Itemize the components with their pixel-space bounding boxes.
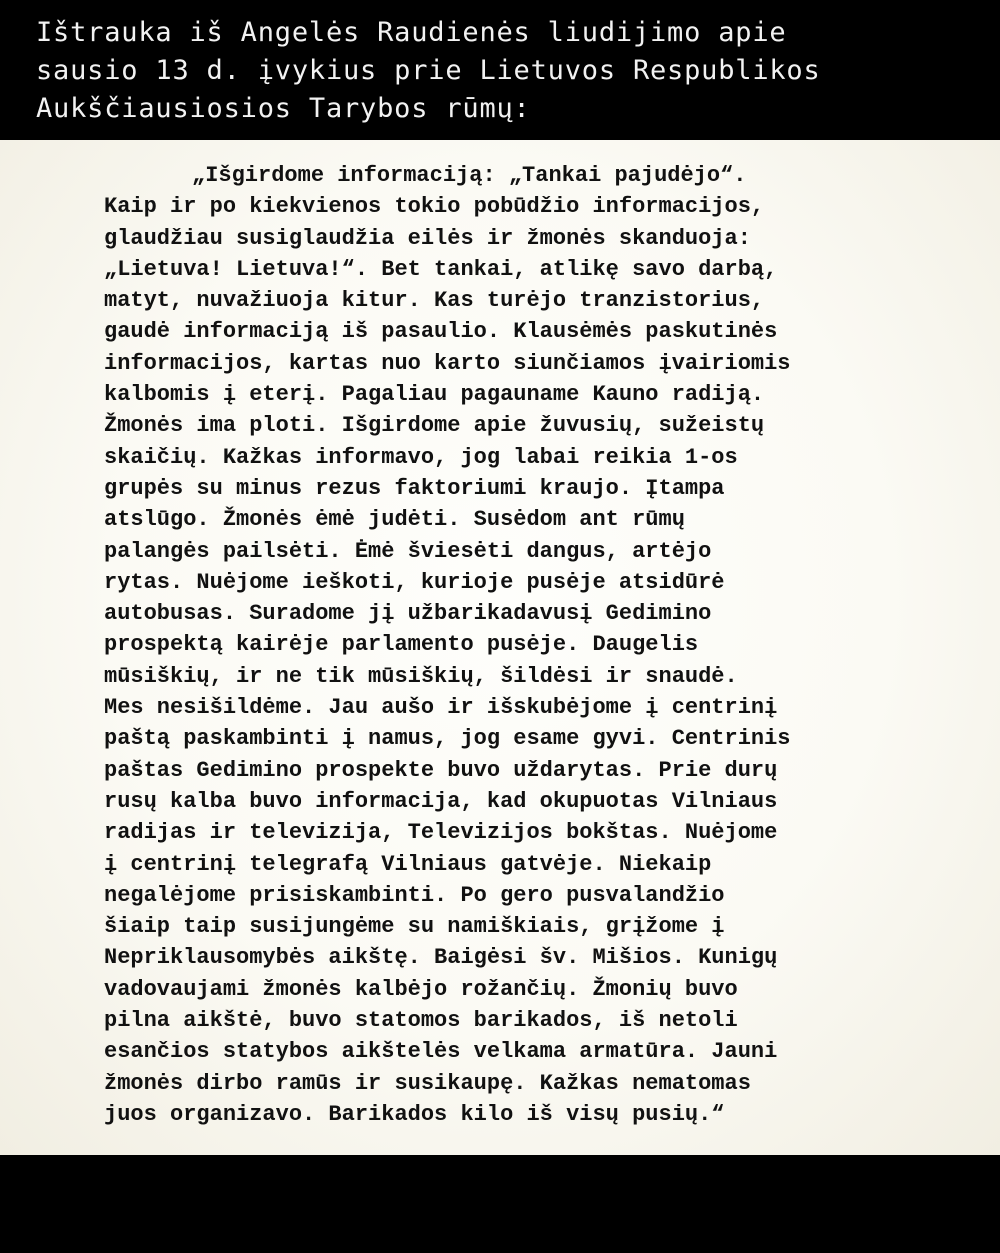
quote-line: gaudė informaciją iš pasaulio. Klausėmės paskutinės — [104, 319, 778, 345]
quote-line: informacijos, kartas nuo karto siunčiamos įvairiomis — [104, 350, 791, 376]
testimony-quote — [104, 160, 934, 1130]
quote-line: „Išgirdome informaciją: „Tankai pajudėjo“. — [192, 163, 747, 188]
quote-line: mūsiškių, ir ne tik mūsiškių, šildėsi ir snaudė. — [104, 663, 738, 689]
header-title-line: Aukščiausiosios Tarybos rūmų: — [36, 93, 531, 124]
quote-line: skaičių. Kažkas informavo, jog labai reikia 1-os — [104, 444, 738, 470]
quote-line: į centrinį telegrafą Vilniaus gatvėje. Niekaip — [104, 851, 712, 877]
quote-line: Mes nesišildėme. Jau aušo ir išskubėjome į centrinį — [104, 695, 778, 721]
quote-line: „Lietuva! Lietuva!“. Bet tankai, atlikę savo darbą, — [104, 256, 778, 282]
quote-line: matyt, nuvažiuoja kitur. Kas turėjo tranzistorius, — [104, 288, 765, 314]
quote-line: autobusas. Suradome jį užbarikadavusį Gedimino — [104, 601, 712, 627]
quote-line: rusų kalba buvo informacija, kad okupuotas Vilniaus — [104, 788, 778, 814]
quote-line: Žmonės ima ploti. Išgirdome apie žuvusių, sužeistų — [104, 413, 765, 439]
quote-line: Nepriklausomybės aikštę. Baigėsi šv. Mišios. Kunigų — [104, 945, 778, 971]
quote-line: žmonės dirbo ramūs ir susikaupę. Kažkas nematomas — [104, 1070, 751, 1096]
quote-line: esančios statybos aikštelės velkama armatūra. Jauni — [104, 1039, 778, 1065]
quote-line: kalbomis į eterį. Pagaliau pagauname Kauno radiją. — [104, 382, 765, 408]
quote-line: juos organizavo. Barikados kilo iš visų pusių.“ — [104, 1101, 725, 1127]
quote-line: paštą paskambinti į namus, jog esame gyvi. Centrinis — [104, 726, 791, 752]
header-title-line: Ištrauka iš Angelės Raudienės liudijimo apie — [36, 17, 787, 48]
quote-line: prospektą kairėje parlamento pusėje. Daugelis — [104, 632, 699, 658]
header-title — [36, 14, 976, 128]
quote-line: atslūgo. Žmonės ėmė judėti. Susėdom ant rūmų — [104, 507, 685, 533]
quote-line: pilna aikštė, buvo statomos barikados, iš netoli — [104, 1008, 738, 1034]
quote-line: rytas. Nuėjome ieškoti, kurioje pusėje atsidūrė — [104, 569, 725, 595]
quote-line: vadovaujami žmonės kalbėjo rožančių. Žmonių buvo — [104, 976, 738, 1002]
quote-line: šiaip taip susijungėme su namiškiais, grįžome į — [104, 914, 725, 940]
header-bar — [0, 0, 1000, 140]
footer-bar — [0, 1155, 1000, 1253]
quote-line: palangės pailsėti. Ėmė šviesėti dangus, artėjo — [104, 538, 712, 564]
quote-line: radijas ir televizija, Televizijos bokštas. Nuėjome — [104, 820, 778, 846]
quote-line: Kaip ir po kiekvienos tokio pobūdžio informacijos, — [104, 194, 765, 220]
header-title-line: sausio 13 d. įvykius prie Lietuvos Respublikos — [36, 55, 821, 86]
quote-line: paštas Gedimino prospekte buvo uždarytas. Prie durų — [104, 757, 778, 783]
quote-line: glaudžiau susiglaudžia eilės ir žmonės skanduoja: — [104, 225, 751, 251]
quote-line: negalėjome prisiskambinti. Po gero pusvalandžio — [104, 882, 725, 908]
quote-line: grupės su minus rezus faktoriumi kraujo. Įtampa — [104, 475, 725, 501]
